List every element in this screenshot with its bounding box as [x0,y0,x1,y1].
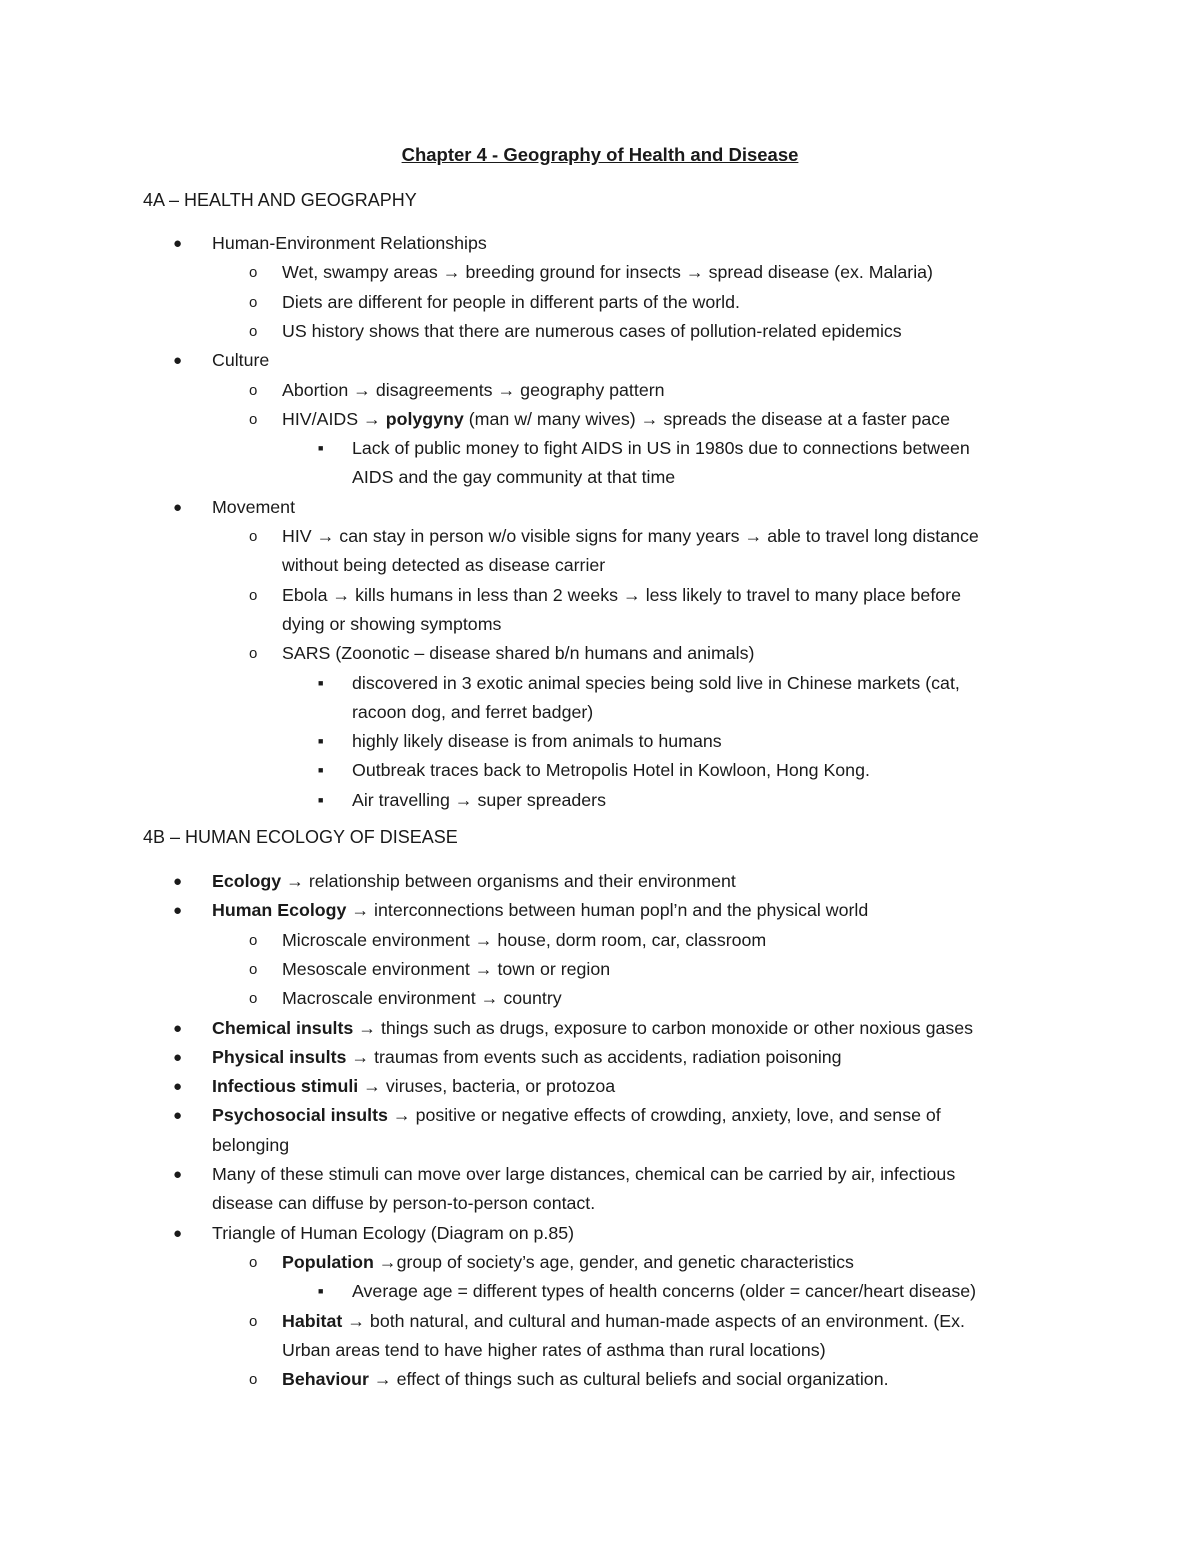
bullet-square-icon: ■ [318,677,324,688]
list-item [249,639,755,668]
list-item [173,493,296,522]
item-text: racoon dog, and ferret badger) [352,701,594,722]
list-item [318,434,970,463]
list-item-continuation [282,551,605,580]
bullet-circle-icon: o [249,1253,258,1271]
list-item [318,727,722,756]
list-item [249,1248,854,1277]
item-text: Urban areas tend to have higher rates of asthma than rural locations) [282,1339,826,1360]
bullet-circle-icon: o [249,645,258,663]
bullet-dot-icon: ● [173,1048,183,1066]
bullet-circle-icon: o [249,528,258,545]
list-item [249,955,611,984]
item-text: Microscale environment → house, dorm room, car, classroom [282,929,767,950]
item-text: Outbreak traces back to Metropolis Hotel in Kowloon, Hong Kong. [352,760,870,781]
item-text: SARS (Zoonotic – disease shared b/n humans and animals) [282,643,755,664]
item-text: → things such as drugs, exposure to carbon monoxide or other noxious gases [353,1017,974,1038]
list-item-continuation [212,1189,595,1218]
list-item [249,926,767,955]
item-text: → interconnections between human popl’n and the physical world [346,900,869,921]
list-item [173,1101,941,1130]
item-text: Ebola → kills humans in less than 2 weeks → less likely to travel to many place before [282,584,961,605]
item-term: Physical insults [212,1046,347,1067]
item-text: Mesoscale environment → town or region [282,958,611,979]
item-term: Habitat [282,1310,343,1331]
item-text: Macroscale environment → country [282,988,562,1009]
bullet-circle-icon: o [249,381,258,399]
list-item-continuation [282,1336,826,1365]
list-item [173,1072,616,1101]
list-item [173,1219,575,1248]
list-item [249,317,902,346]
bullet-circle-icon: o [249,410,258,428]
list-item [318,1277,977,1306]
list-item [173,896,869,925]
item-term: Ecology [212,871,282,891]
bullet-dot-icon: ● [173,902,183,920]
bullet-dot-icon: ● [173,1224,183,1242]
item-text: Movement [212,496,296,517]
page-title: Chapter 4 - Geography of Health and Disease [401,144,799,165]
bullet-dot-icon: ● [173,1107,183,1125]
list-item [318,786,606,815]
list-item [249,405,951,434]
item-text: → both natural, and cultural and human-made aspects of an environment. (Ex. [342,1310,965,1331]
item-text: without being detected as disease carrier [282,555,606,576]
list-item [173,346,270,375]
item-text: →group of society’s age, gender, and genetic characteristics [373,1251,854,1272]
bullet-dot-icon: ● [173,1078,183,1096]
item-text: (man w/ many wives) → spreads the disease at a faster pace [463,408,951,429]
bullet-square-icon: ■ [318,443,324,454]
bullet-circle-icon: o [249,960,258,978]
item-text: Lack of public money to fight AIDS in US in 1980s due to connections between [352,438,970,459]
item-text: → relationship between organisms and their environment [281,871,736,891]
item-term: polygyny [385,408,464,429]
bullet-circle-icon: o [249,293,258,311]
list-item [249,288,740,317]
item-term: Infectious stimuli [212,1076,359,1097]
bullet-square-icon: ■ [318,1286,324,1297]
bullet-circle-icon: o [249,264,258,282]
item-text: discovered in 3 exotic animal species being sold live in Chinese markets (cat, [352,672,960,693]
item-text: Triangle of Human Ecology (Diagram on p.85) [212,1222,575,1243]
bullet-dot-icon: ● [173,498,183,516]
list-item [318,669,960,698]
list-item [249,984,562,1013]
bullet-circle-icon: o [249,586,258,604]
list-item [173,1014,974,1043]
item-term: Chemical insults [212,1017,354,1038]
bullet-dot-icon: ● [173,1019,183,1037]
bullet-circle-icon: o [249,1371,258,1389]
item-text: belonging [212,1134,290,1155]
list-item [249,1365,889,1394]
list-item-continuation [352,698,593,727]
item-text: disease can diffuse by person-to-person contact. [212,1193,596,1214]
list-item [249,258,933,287]
list-item [173,867,736,896]
item-text: Abortion → disagreements → geography pattern [282,379,665,400]
bullet-dot-icon: ● [173,235,183,252]
item-text: Human-Environment Relationships [212,233,487,253]
item-text: Diets are different for people in different parts of the world. [282,291,740,312]
item-term: Psychosocial insults [212,1105,388,1126]
list-item-continuation [352,463,675,492]
bullet-circle-icon: o [249,322,258,340]
bullet-circle-icon: o [249,990,258,1008]
section-heading-4b: 4B – HUMAN ECOLOGY OF DISEASE [143,827,458,847]
item-prefix: HIV/AIDS → [282,408,386,429]
list-item [249,1307,965,1336]
item-term: Population [282,1251,374,1272]
item-term: Behaviour [282,1369,369,1390]
list-item [173,1043,842,1072]
item-text: Average age = different types of health concerns (older = cancer/heart disease) [352,1281,977,1302]
item-text: HIV → can stay in person w/o visible signs for many years → able to travel long distance [282,526,979,546]
item-text: Many of these stimuli can move over large distances, chemical can be carried by air, infectious [212,1164,956,1184]
bullet-circle-icon: o [249,931,258,949]
list-item-continuation [212,1131,289,1160]
bullet-dot-icon: ● [173,352,183,370]
list-item-continuation [282,610,501,639]
list-item [249,376,665,405]
item-text: Wet, swampy areas → breeding ground for insects → spread disease (ex. Malaria) [282,262,933,283]
list-item [249,522,979,551]
item-text: → traumas from events such as accidents, radiation poisoning [346,1046,842,1067]
item-text: dying or showing symptoms [282,613,502,634]
list-item [173,1160,956,1189]
item-text: → positive or negative effects of crowding, anxiety, love, and sense of [387,1105,941,1126]
item-text: AIDS and the gay community at that time [352,467,676,488]
list-item [173,229,487,258]
item-text: Culture [212,350,270,371]
item-text: → viruses, bacteria, or protozoa [358,1076,616,1097]
item-term: Human Ecology [212,900,347,921]
bullet-dot-icon: ● [173,1166,183,1183]
bullet-square-icon: ■ [318,794,324,805]
item-text: US history shows that there are numerous cases of pollution-related epidemics [282,320,902,341]
bullet-dot-icon: ● [173,873,183,890]
item-text: → effect of things such as cultural beliefs and social organization. [368,1369,889,1390]
list-item [249,581,961,610]
item-text: highly likely disease is from animals to humans [352,731,722,752]
bullet-square-icon: ■ [318,765,324,776]
bullet-circle-icon: o [249,1312,258,1330]
bullet-square-icon: ■ [318,736,324,747]
list-item [318,756,870,785]
section-heading-4a: 4A – HEALTH AND GEOGRAPHY [143,190,417,210]
item-text: Air travelling → super spreaders [352,789,606,810]
